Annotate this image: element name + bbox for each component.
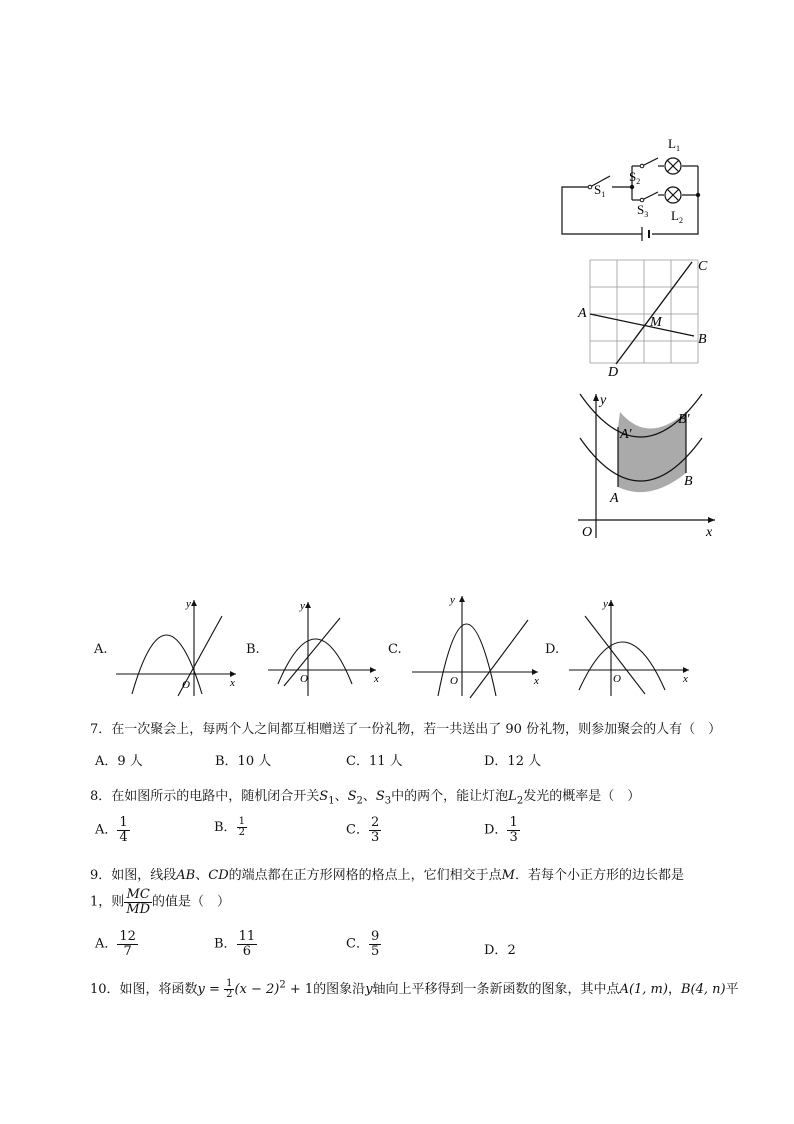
svg-text:y: y: [603, 598, 608, 610]
q9-option-b[interactable]: B． $\frac{11}{6}$: [214, 929, 256, 959]
graph-a: [114, 596, 244, 700]
question-7: 7．在一次聚会上，每两个人之间都互相赠送了一份礼物，若一共送出了 90 份礼物，则参加聚会的人有（ ）: [90, 722, 722, 737]
q9-option-d[interactable]: D．2: [484, 943, 516, 958]
svg-text:A: A: [610, 491, 619, 506]
question-9-options: [90, 930, 730, 966]
svg-text:O: O: [613, 673, 621, 685]
svg-text:y: y: [600, 393, 607, 408]
q6-option-a[interactable]: A. y x O: [94, 596, 244, 700]
svg-text:y: y: [300, 600, 305, 612]
q9-option-c[interactable]: C． $\frac{9}{5}$: [346, 929, 380, 959]
question-9-line-2: 1，则 $\frac{MC}{MD}$ 的值是（ ）: [90, 887, 231, 917]
q6-option-d[interactable]: D. y x O: [545, 596, 695, 700]
svg-text:x: x: [706, 525, 713, 540]
label-s2: $S_2$: [629, 169, 641, 186]
q7-option-d[interactable]: D．12 人: [484, 754, 542, 769]
svg-text:x: x: [230, 677, 235, 689]
question-7-options: [90, 750, 730, 768]
label-s3: $S_3$: [637, 202, 649, 219]
svg-text:M: M: [650, 315, 662, 330]
svg-text:O: O: [300, 673, 308, 685]
q6-option-b[interactable]: B. y x O: [246, 596, 386, 700]
q7-option-b[interactable]: B．10 人: [215, 754, 272, 769]
svg-text:x: x: [374, 673, 379, 685]
svg-text:x: x: [534, 675, 539, 687]
label-l1: $L_1$: [668, 136, 680, 153]
question-8-options: [90, 816, 730, 852]
svg-text:O: O: [182, 679, 190, 691]
svg-text:B′: B′: [678, 412, 690, 427]
q9-option-a[interactable]: A． $\frac{12}{7}$: [95, 929, 136, 959]
q7-option-a[interactable]: A．9 人: [95, 754, 143, 769]
q7-option-c[interactable]: C．11 人: [346, 754, 403, 769]
question-9: 9．如图，线段AB、CD的端点都在正方形网格的格点上，它们相交于点M．若每个小正方形的边长都是: [90, 868, 684, 883]
parabola-shift-diagram: [570, 390, 720, 540]
label-l2: $L_2$: [671, 208, 683, 225]
graph-d: [565, 596, 695, 700]
q8-option-d[interactable]: D． $\frac{1}{3}$: [484, 815, 518, 845]
segment-ab: [590, 314, 694, 336]
svg-text:x: x: [683, 673, 688, 685]
svg-text:y: y: [186, 598, 191, 610]
q8-option-a[interactable]: A． $\frac{1}{4}$: [95, 815, 128, 845]
grid-diagram: [570, 252, 715, 380]
q8-option-c[interactable]: C． $\frac{2}{3}$: [346, 815, 380, 845]
question-10: 10．如图，将函数y = $\frac{1}{2}$ $(x - 2)^2 + 1$的图象沿y轴向上平移得到一条新函数的图象，其中点A(1, m)，B(4, n)平: [90, 977, 739, 1000]
graph-c: [408, 592, 543, 700]
q8-option-b[interactable]: B． $\frac{1}{2}$: [214, 815, 245, 838]
svg-text:A′: A′: [620, 427, 632, 442]
svg-text:C: C: [698, 259, 708, 274]
svg-text:y: y: [450, 594, 455, 606]
segment-cd: [616, 262, 692, 364]
circuit-diagram: [550, 132, 710, 247]
svg-text:B: B: [684, 474, 693, 489]
label-s1: $S_1$: [594, 182, 606, 199]
svg-text:D: D: [608, 365, 619, 380]
svg-text:O: O: [582, 525, 593, 540]
svg-text:B: B: [698, 332, 707, 347]
q6-option-c[interactable]: C. y x O: [388, 592, 543, 700]
svg-text:O: O: [450, 675, 458, 687]
question-8: 8．在如图所示的电路中，随机闭合开关$S_1$、$S_2$、$S_3$中的两个，能让灯泡$L_2$发光的概率是（ ）: [90, 789, 641, 807]
svg-text:A: A: [578, 306, 587, 321]
graph-b: [264, 596, 386, 700]
